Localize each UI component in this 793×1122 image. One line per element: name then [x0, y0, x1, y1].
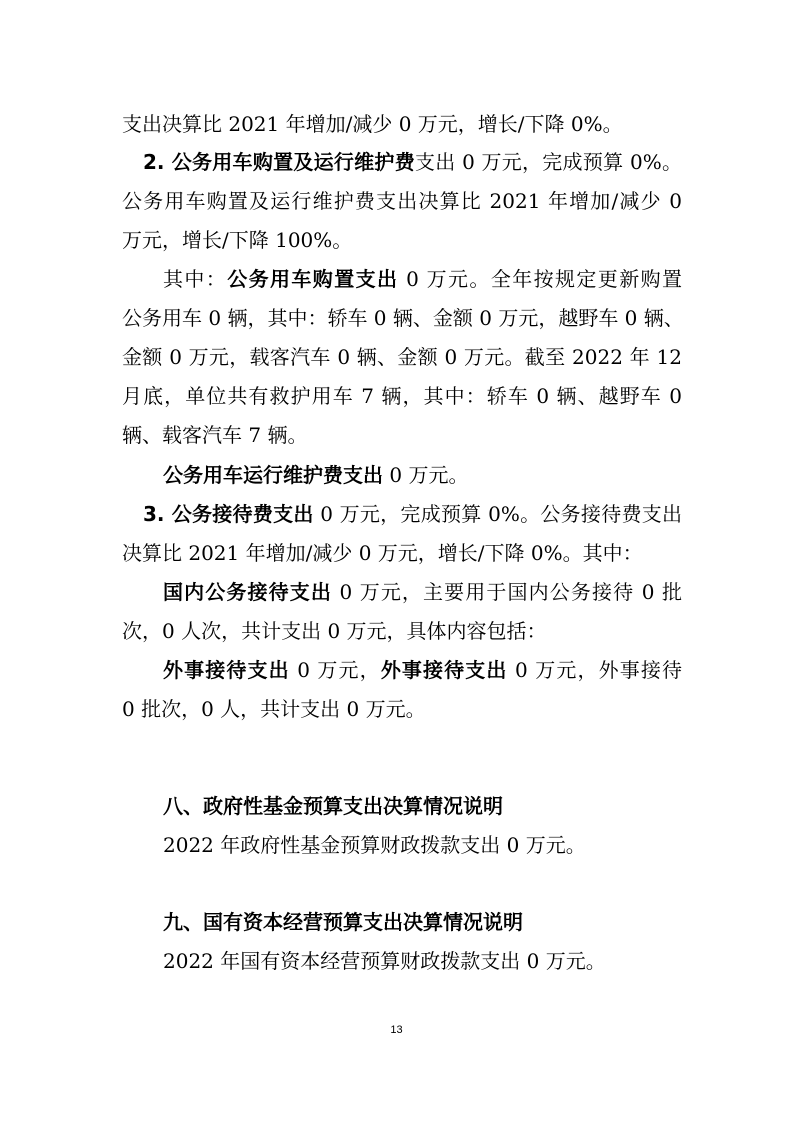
- body-text: 支出 0 万元，完成预算 0%。: [414, 150, 682, 174]
- body-text: 0 万元，外事接待: [507, 658, 682, 682]
- body-text: 决算比 2021 年增加/减少 0 万元，增长/下降 0%。其中：: [122, 541, 643, 565]
- paragraph-line: [163, 579, 682, 605]
- body-text: 月底，单位共有救护用车 7 辆，其中：轿车 0 辆、越野车 0: [122, 384, 682, 408]
- body-text: 2022 年国有资本经营预算财政拨款支出 0 万元。: [163, 949, 606, 973]
- paragraph-line: [122, 111, 682, 137]
- body-text: 0 万元，主要用于国内公务接待 0 批: [332, 580, 682, 604]
- body-text: 0 批次，0 人，共计支出 0 万元。: [122, 697, 426, 721]
- paragraph-line: [122, 422, 682, 448]
- body-text: 0 万元。: [383, 463, 469, 487]
- bold-term: 外事接待支出: [163, 658, 290, 682]
- body-text: 金额 0 万元，载客汽车 0 辆、金额 0 万元。截至 2022 年 12: [122, 345, 682, 369]
- paragraph-line: [122, 383, 682, 409]
- bold-term: 公务用车购置支出: [227, 267, 399, 291]
- bold-term: 国内公务接待支出: [163, 580, 332, 604]
- bold-term: 外事接待支出: [380, 658, 508, 682]
- paragraph-line: [143, 501, 682, 527]
- paragraph-line: [122, 696, 682, 722]
- paragraph-line: [122, 305, 682, 331]
- paragraph-line: [122, 540, 682, 566]
- paragraph-line: [122, 188, 682, 214]
- paragraph-line: [122, 227, 682, 253]
- page-number: 13: [390, 1024, 403, 1036]
- body-text: 2022 年政府性基金预算财政拨款支出 0 万元。: [163, 833, 586, 857]
- bold-term: 公务用车运行维护费支出: [163, 463, 383, 487]
- body-text: 万元，增长/下降 100%。: [122, 228, 353, 252]
- body-text: 公务用车购置及运行维护费支出决算比 2021 年增加/减少 0: [122, 189, 682, 213]
- section-body: [163, 948, 682, 974]
- paragraph-line: [122, 344, 682, 370]
- body-text: 0 万元。全年按规定更新购置: [398, 267, 683, 291]
- paragraph-line: [163, 657, 682, 683]
- body-text: 支出决算比 2021 年增加/减少 0 万元，增长/下降 0%。: [122, 112, 623, 136]
- paragraph-line: [163, 462, 682, 488]
- bold-term: 2. 公务用车购置及运行维护费: [143, 150, 415, 174]
- section-body: [163, 832, 682, 858]
- paragraph-line: [143, 149, 682, 175]
- body-text: 0 万元，: [289, 658, 381, 682]
- body-text: 次，0 人次，共计支出 0 万元，具体内容包括：: [122, 619, 547, 643]
- section-heading: 八、政府性基金预算支出决算情况说明: [163, 794, 503, 818]
- body-text: 公务用车 0 辆，其中：轿车 0 辆、金额 0 万元，越野车 0 辆、: [122, 306, 684, 330]
- paragraph-line: [163, 266, 682, 292]
- body-text: 其中：: [163, 267, 228, 291]
- body-text: 0 万元，完成预算 0%。公务接待费支出: [313, 502, 683, 526]
- section-heading: 九、国有资本经营预算支出决算情况说明: [163, 910, 523, 934]
- bold-term: 3. 公务接待费支出: [143, 502, 314, 526]
- body-text: 辆、载客汽车 7 辆。: [122, 423, 308, 447]
- paragraph-line: [122, 618, 682, 644]
